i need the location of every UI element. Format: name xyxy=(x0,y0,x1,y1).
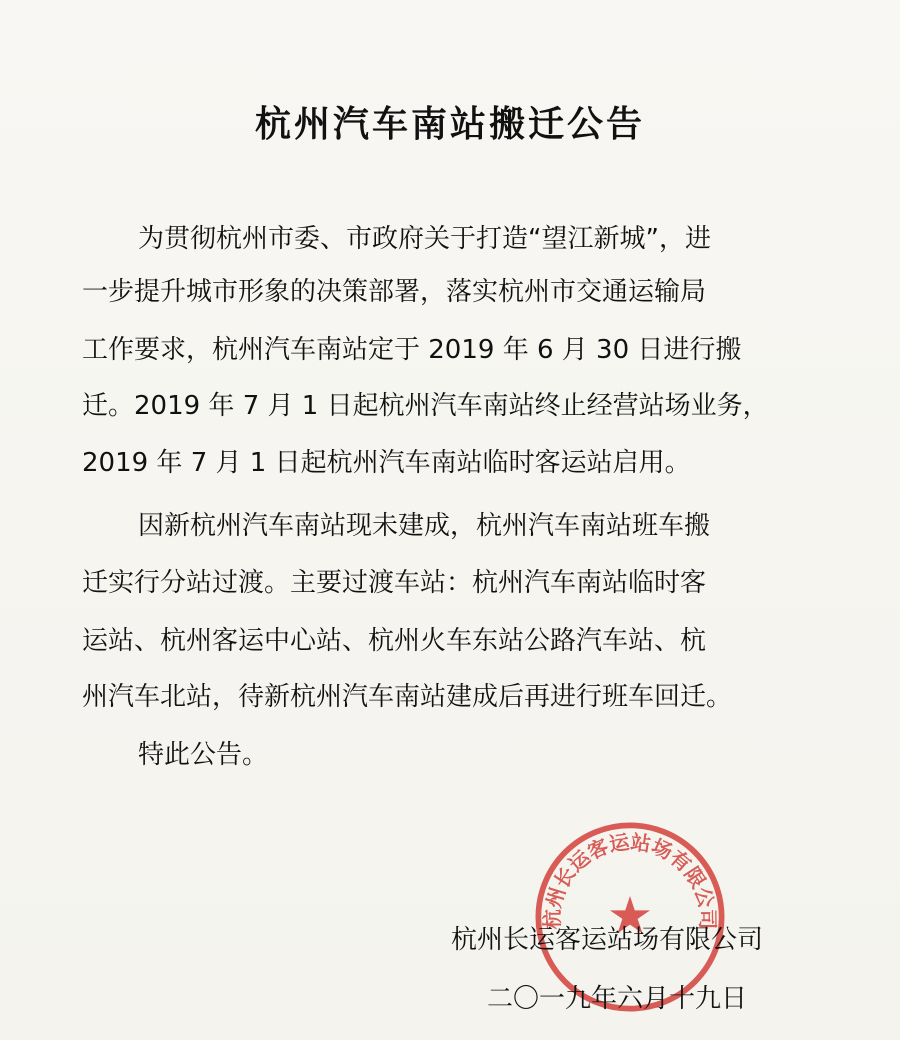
paragraph-2-line-1: 因新杭州汽车南站现未建成，杭州汽车南站班车搬 xyxy=(138,511,711,541)
seal-text: 杭州长运客运站场有限公司 xyxy=(540,829,720,930)
paragraph-2-line-3: 运站、杭州客运中心站、杭州火车东站公路汽车站、杭 xyxy=(82,626,707,656)
paragraph-1-line-4: 迁。2019 年 7 月 1 日起杭州汽车南站终止经营站场业务， xyxy=(82,391,769,421)
paragraph-1-line-2: 一步提升城市形象的决策部署，落实杭州市交通运输局 xyxy=(82,277,707,307)
paragraph-1-line-1: 为贯彻杭州市委、市政府关于打造“望江新城”，进 xyxy=(138,224,711,254)
notice-title: 杭州汽车南站搬迁公告 xyxy=(254,104,645,145)
company-signature: 杭州长运客运站场有限公司 xyxy=(451,925,764,955)
paragraph-2-line-2: 迁实行分站过渡。主要过渡车站：杭州汽车南站临时客 xyxy=(82,568,707,598)
paragraph-1-line-3: 工作要求，杭州汽车南站定于 2019 年 6 月 30 日进行搬 xyxy=(82,335,742,365)
notice-date: 二〇一九年六月十九日 xyxy=(487,984,748,1014)
paragraph-1-line-5: 2019 年 7 月 1 日起杭州汽车南站临时客运站启用。 xyxy=(82,448,691,478)
closing-line: 特此公告。 xyxy=(138,740,269,770)
paragraph-2-line-4: 州汽车北站，待新杭州汽车南站建成后再进行班车回迁。 xyxy=(82,682,733,712)
